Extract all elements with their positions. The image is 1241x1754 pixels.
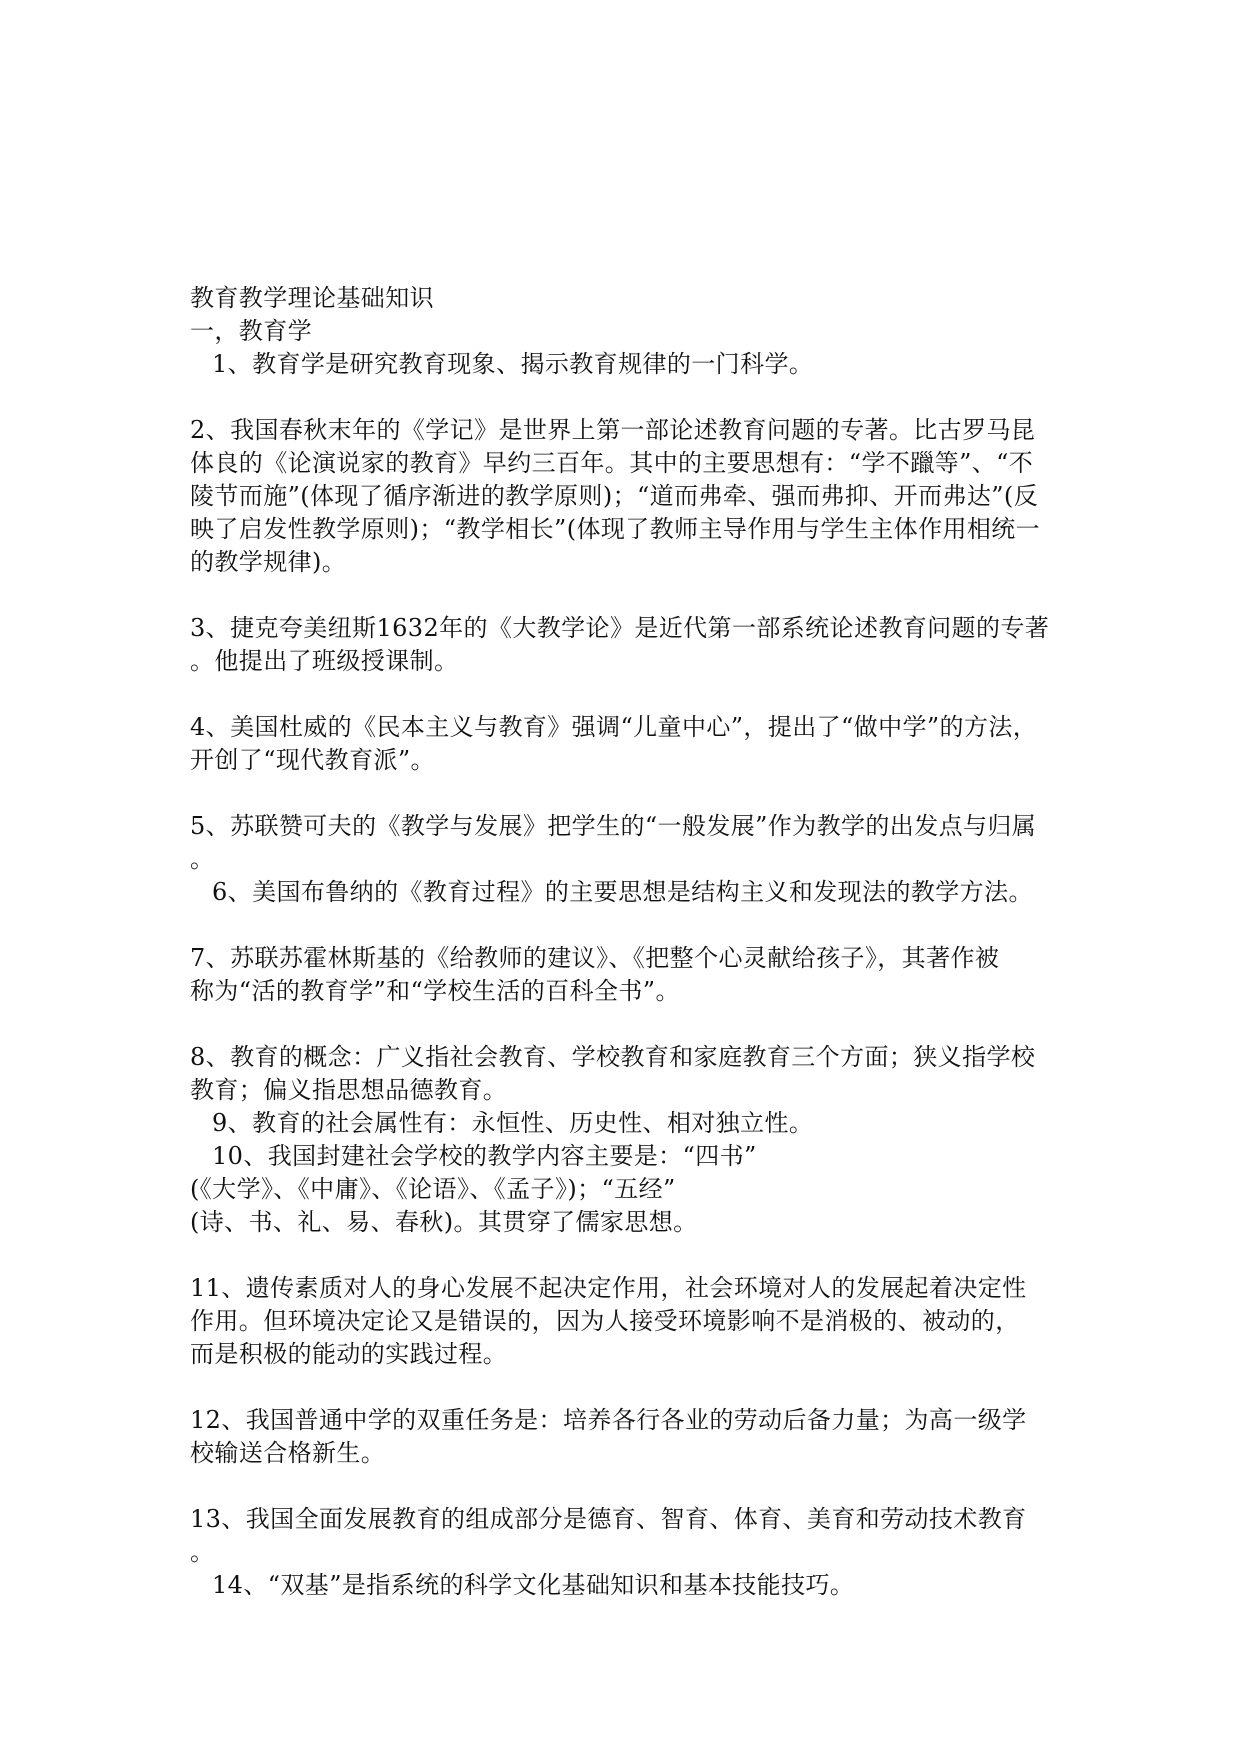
paragraph-gap (190, 381, 1060, 414)
item-2-line-2: 体良的《论演说家的教育》早约三百年。其中的主要思想有：“学不躐等”、“不 (190, 449, 1034, 477)
paragraph-gap (190, 579, 1060, 612)
paragraph-gap (190, 909, 1060, 942)
item-8-line-2: 教育；偏义指思想品德教育。 (190, 1076, 508, 1104)
item-11-line-1: 11、遗传素质对人的身心发展不起决定作用，社会环境对人的发展起着决定性 (190, 1274, 1027, 1302)
paragraph-gap (190, 678, 1060, 711)
item-9-line-1: 9、教育的社会属性有：永恒性、历史性、相对独立性。 (212, 1109, 814, 1137)
item-2-line-4: 映了启发性教学原则)；“教学相长”(体现了教师主导作用与学生主体作用相统一 (190, 515, 1041, 543)
item-10-line-1: 10、我国封建社会学校的教学内容主要是：“四书” (212, 1142, 757, 1170)
paragraph-gap (190, 1371, 1060, 1404)
item-11-line-3: 而是积极的能动的实践过程。 (190, 1340, 508, 1368)
section-heading: 一，教育学 (190, 317, 312, 345)
item-5-line-2: 。 (190, 845, 215, 873)
item-5-line-1: 5、苏联赞可夫的《教学与发展》把学生的“一般发展”作为教学的出发点与归属 (190, 812, 1037, 840)
item-6-line-1: 6、美国布鲁纳的《教育过程》的主要思想是结构主义和发现法的教学方法。 (212, 878, 1033, 906)
paragraph-gap (190, 1239, 1060, 1272)
item-14-line-1: 14、“双基”是指系统的科学文化基础知识和基本技能技巧。 (212, 1571, 855, 1599)
document-body (190, 282, 1060, 1602)
item-2-line-3: 陵节而施”(体现了循序渐进的教学原则)；“道而弗牵、强而弗抑、开而弗达”(反 (190, 482, 1039, 510)
item-7-line-2: 称为“活的教育学”和“学校生活的百科全书”。 (190, 977, 680, 1005)
item-2-line-1: 2、我国春秋末年的《学记》是世界上第一部论述教育问题的专著。比古罗马昆 (190, 416, 1036, 444)
item-8-line-1: 8、教育的概念：广义指社会教育、学校教育和家庭教育三个方面；狭义指学校 (190, 1043, 1036, 1071)
paragraph-gap (190, 1008, 1060, 1041)
item-13-line-2: 。 (190, 1538, 215, 1566)
item-11-line-2: 作用。但环境决定论又是错误的，因为人接受环境影响不是消极的、被动的， (190, 1307, 1020, 1335)
item-3-line-2: 。他提出了班级授课制。 (190, 647, 459, 675)
paragraph-gap (190, 1470, 1060, 1503)
paragraph-gap (190, 777, 1060, 810)
item-4-line-2: 开创了“现代教育派”。 (190, 746, 435, 774)
item-4-line-1: 4、美国杜威的《民本主义与教育》强调“儿童中心”，提出了“做中学”的方法， (190, 713, 1038, 741)
item-3-line-1: 3、捷克夸美纽斯1632年的《大教学论》是近代第一部系统论述教育问题的专著 (190, 614, 1050, 642)
document-title: 教育教学理论基础知识 (190, 284, 434, 312)
item-2-line-5: 的教学规律)。 (190, 548, 347, 576)
item-1-line-1: 1、教育学是研究教育现象、揭示教育规律的一门科学。 (212, 350, 814, 378)
item-7-line-1: 7、苏联苏霍林斯基的《给教师的建议》、《把整个心灵献给孩子》，其著作被 (190, 944, 1000, 972)
item-12-line-1: 12、我国普通中学的双重任务是：培养各行各业的劳动后备力量；为高一级学 (190, 1406, 1027, 1434)
item-13-line-1: 13、我国全面发展教育的组成部分是德育、智育、体育、美育和劳动技术教育 (190, 1505, 1027, 1533)
item-10-line-3: (诗、书、礼、易、春秋)。其贯穿了儒家思想。 (190, 1208, 698, 1236)
item-12-line-2: 校输送合格新生。 (190, 1439, 386, 1467)
item-10-line-2: (《大学》、《中庸》、《论语》、《孟子》)；“五经” (190, 1175, 676, 1203)
